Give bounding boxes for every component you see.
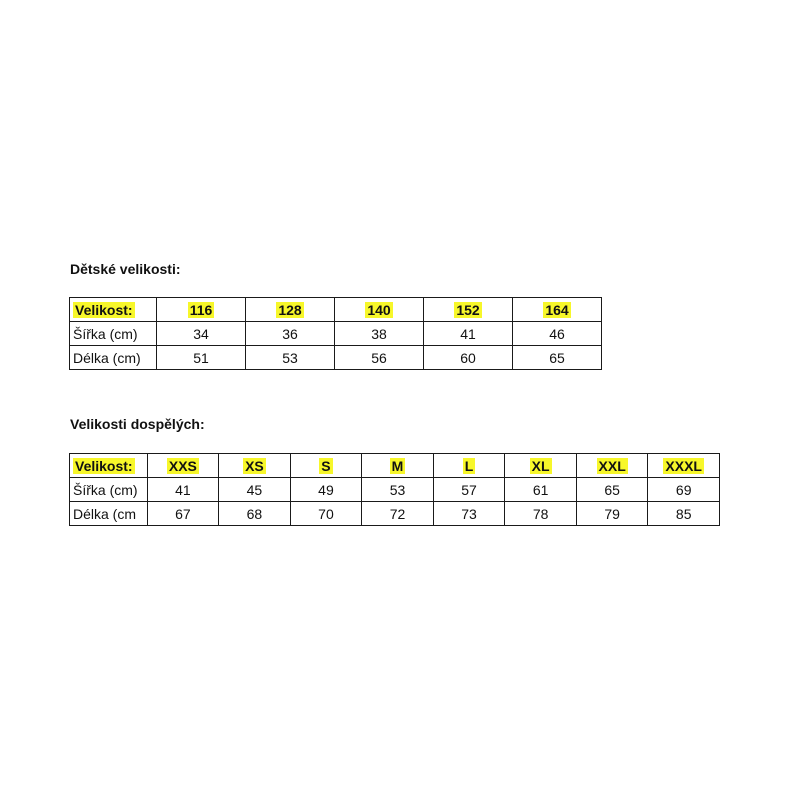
adult-sizes-heading: Velikosti dospělých:	[70, 416, 205, 432]
value-cell: 72	[362, 502, 434, 526]
value-cell: 34	[157, 322, 246, 346]
value-cell: 69	[648, 478, 720, 502]
size-cell	[362, 454, 434, 478]
value-cell: 46	[513, 322, 602, 346]
size-cell	[290, 454, 362, 478]
value-cell: 36	[246, 322, 335, 346]
value-cell: 65	[576, 478, 648, 502]
table-header-row	[70, 454, 720, 478]
size-xxxl: XXXL	[665, 457, 702, 474]
value-cell: 68	[219, 502, 291, 526]
row-label-length: Délka (cm	[70, 502, 148, 526]
size-116: 116	[189, 301, 213, 318]
header-label-cell	[70, 298, 157, 322]
size-cell	[246, 298, 335, 322]
value-cell: 41	[424, 322, 513, 346]
value-cell: 56	[335, 346, 424, 370]
size-152: 152	[456, 301, 480, 318]
size-label-highlight: Velikost:	[75, 457, 133, 474]
value-cell: 70	[290, 502, 362, 526]
value-cell: 78	[505, 502, 577, 526]
size-cell	[424, 298, 513, 322]
row-label-width: Šířka (cm)	[70, 478, 148, 502]
size-cell	[157, 298, 246, 322]
size-cell	[513, 298, 602, 322]
value-cell: 61	[505, 478, 577, 502]
adult-size-table	[69, 453, 720, 526]
table-row-width	[70, 478, 720, 502]
size-xs: XS	[245, 457, 264, 474]
size-140: 140	[367, 301, 391, 318]
value-cell: 79	[576, 502, 648, 526]
size-label-highlight: Velikost:	[75, 301, 133, 318]
value-cell: 65	[513, 346, 602, 370]
size-cell	[648, 454, 720, 478]
size-s: S	[321, 457, 331, 474]
size-cell	[219, 454, 291, 478]
value-cell: 49	[290, 478, 362, 502]
value-cell: 41	[147, 478, 219, 502]
size-cell	[147, 454, 219, 478]
value-cell: 38	[335, 322, 424, 346]
value-cell: 73	[433, 502, 505, 526]
kids-sizes-heading: Dětské velikosti:	[70, 261, 181, 277]
size-l: L	[464, 457, 474, 474]
table-header-row	[70, 298, 602, 322]
header-label-cell	[70, 454, 148, 478]
size-cell	[505, 454, 577, 478]
size-xxl: XXL	[598, 457, 626, 474]
table-row-width	[70, 322, 602, 346]
size-m: M	[391, 457, 404, 474]
value-cell: 57	[433, 478, 505, 502]
value-cell: 53	[362, 478, 434, 502]
table-row-length	[70, 346, 602, 370]
value-cell: 60	[424, 346, 513, 370]
value-cell: 53	[246, 346, 335, 370]
table-row-length	[70, 502, 720, 526]
value-cell: 51	[157, 346, 246, 370]
size-xl: XL	[531, 457, 550, 474]
row-label-width: Šířka (cm)	[70, 322, 157, 346]
value-cell: 67	[147, 502, 219, 526]
value-cell: 45	[219, 478, 291, 502]
kids-size-table	[69, 297, 602, 370]
size-xxs: XXS	[168, 457, 197, 474]
size-128: 128	[278, 301, 302, 318]
size-cell	[576, 454, 648, 478]
value-cell: 85	[648, 502, 720, 526]
size-cell	[335, 298, 424, 322]
size-cell	[433, 454, 505, 478]
size-164: 164	[545, 301, 569, 318]
row-label-length: Délka (cm)	[70, 346, 157, 370]
